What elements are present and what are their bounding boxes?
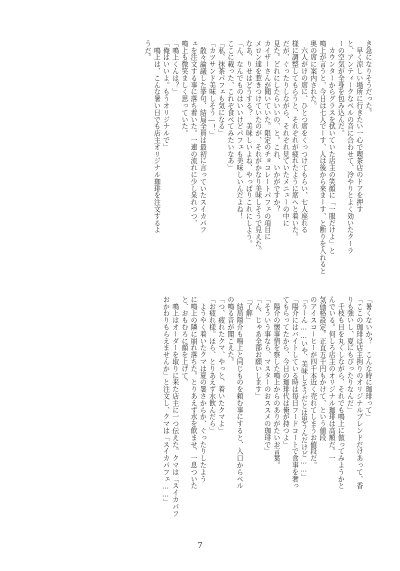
text-line: のアイスコーヒーが四千本近く売れてしまうお値段だ。 (308, 296, 317, 469)
page-number: 7 (197, 541, 203, 550)
text-line: と、アンティークなベルの音に合わせて、冷やりとよく効いたクーラ (345, 40, 354, 254)
text-line: 「お疲れ様。ほら、とりあえず水飲んだら」 (207, 296, 216, 434)
text-line: 奥の席に案内された。 (308, 40, 317, 109)
text-line: に鳴上の隣に崩れ落ちた。とりあえず水を飲ませ、一息ついた (189, 296, 198, 490)
text-line: 「了解」 (244, 296, 253, 324)
text-line: なあ、りせはどうする？ 美味しいよね、やっぱりこれにしよう。 (244, 40, 253, 247)
text-line: ーの空気が全身を包み込んだ。 (336, 40, 345, 137)
text-line: 見た。どれにしたらいいの、と。これ、いかがですか？ (271, 40, 280, 213)
text-line: ようやく着いたクマは夏の暑さからか、ぐったりしたよう (198, 296, 207, 483)
text-line: 結局陽介も鳴上と同じものを頼む事にすると、入口からベル (235, 296, 244, 490)
text-line: 六人がけの席に、ひとつ席をくっつけてもらい、七人座れる (299, 40, 308, 234)
text-line: き急になりそうだった。 (364, 40, 372, 116)
text-line: 千枝も目を丸くしながら、それでも鳴上に倣ってみようかと (336, 296, 345, 490)
text-line: 「そういう事なら、マスターのおススメの珈琲で」 (262, 296, 271, 455)
text-line: 鳴上は、こんな暑い日でも店主オリジナル珈琲を注文するよ (152, 40, 161, 234)
text-line: だが、ぐったりしながら、それぞれ見ていたメニューの中に (281, 40, 290, 227)
text-line: ェを注文する事に落ち着いた。一連の流れに少し呆れつつ、 (189, 40, 198, 227)
text-line: の鳴る音が聞こえた。 (225, 296, 234, 365)
text-line: 早く涼しい場所に行きたい一心で喫茶店のドアを押す (354, 40, 363, 213)
text-line: 散々論議した挙句、結局全員は最初に言っていたスイカパフ (198, 40, 207, 234)
top-text-block (142, 40, 372, 276)
text-line: カウンターからグラスを拭いていた店主の笑顔に「一服だけよ」と (327, 40, 336, 254)
text-line: んでいる。何しろ店主のオリジナル珈琲は高額だ。一 (327, 296, 336, 462)
text-line: 鳴上はオーダーを取りに来た店主に一つ伝えた。クマは「スイカパフ (170, 296, 179, 517)
text-line: 「つ、疲れたクマ、やっと、着いたクマよ」 (216, 296, 225, 434)
text-line: 「カツサンド美味しそう―！」 (207, 40, 216, 138)
text-line: 「私、抹茶パフェも気になる」 (216, 40, 225, 137)
text-line: 「俺はいいよ。もうオリジナルで」 (161, 40, 170, 151)
text-line: 「うーん……いや、美味しそうだとは思うんだけど……」 (299, 296, 308, 481)
text-line: 鳴上が言うと、今日は七人でーす、人は後から来まーす、と断りを入れると (317, 40, 326, 275)
text-line: うだ。 (143, 40, 152, 61)
text-line: 鳴上も微笑ましく思っていた。 (179, 40, 188, 137)
text-line: 様に調整してもらうと、それぞれが疲れたように席へと着いた。 (290, 40, 299, 241)
text-line: 「陽介にはバイトしている時は毎日フードコートで食事を奢っ (290, 296, 299, 490)
text-line: おかわりもらえませんか」と注文し、クマは「スイカパフェ……」 (161, 296, 170, 506)
text-line: 「鳴上くんは？」 (170, 40, 179, 96)
text-line: 陽介の懐事情を察した鳴上からのありがたいお言葉。 (271, 296, 280, 469)
text-line: ここに載った、これぞ食べてみたいなあ」 (225, 40, 234, 172)
text-line: 「ここの珈琲は店主拘りのオリジナルブレンドだけあって、香 (354, 296, 363, 490)
text-line: と、おもむろに顔を上げて、 (179, 296, 188, 386)
text-line: カイザーさんが聞いていた。限定のチョコレートパフェの項目に (262, 40, 271, 241)
bottom-text-block (160, 296, 372, 532)
text-line: 「暑くないか？ こんな時に珈琲って」 (364, 296, 372, 421)
text-line: 「ん、じゃあ全部お願いします」 (253, 296, 262, 400)
text-line: 気価格設定。正直五千円もかけて、という値段 (317, 296, 326, 441)
text-line: メロン達を惹きつけていたのが、それがかなり美味しそうで見えた。 (253, 40, 262, 254)
text-line: りも強いし、夏にもぴったりなんだ」 (345, 296, 354, 414)
text-line: 「ん、なんでものはいいけどパフェも美味しいんだよね！ (235, 40, 244, 227)
text-line: てもらってたから、今日の珈琲代は俺が持つよ」 (281, 296, 290, 448)
